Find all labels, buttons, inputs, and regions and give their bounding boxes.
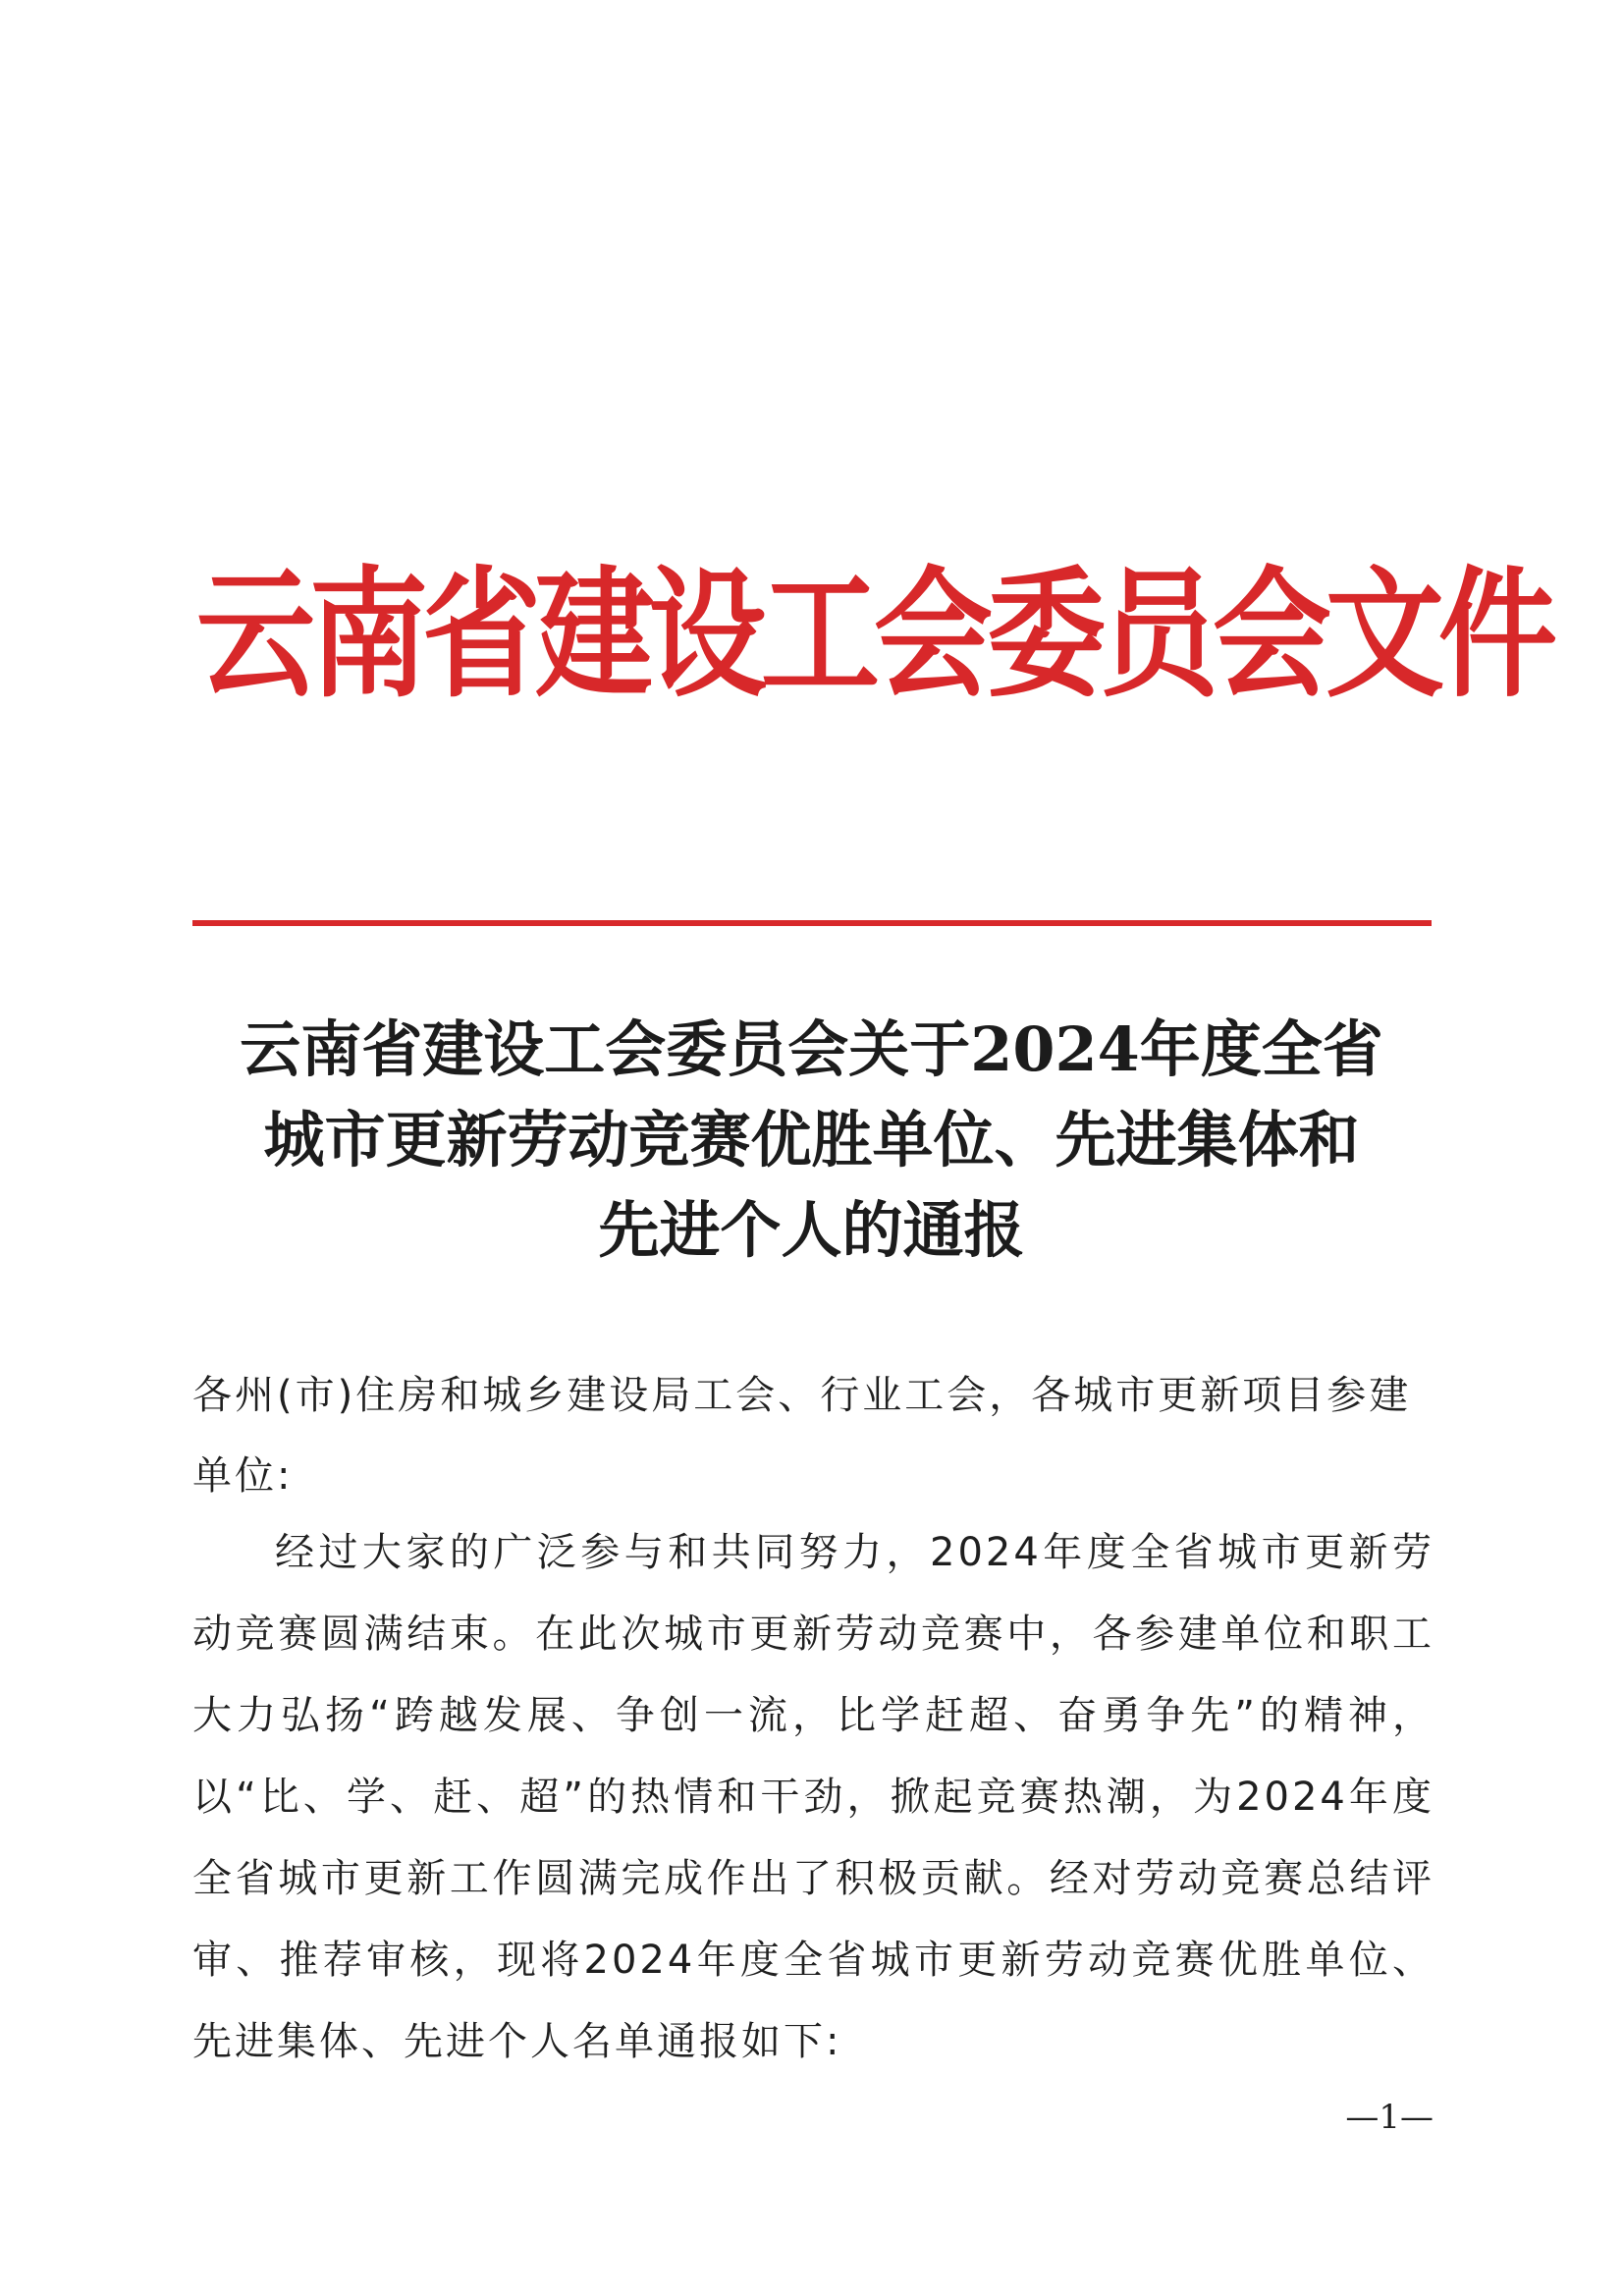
- salutation: 各州(市)住房和城乡建设局工会、行业工会，各城市更新项目参建单位:: [192, 1373, 1412, 1499]
- body-paragraph: 经过大家的广泛参与和共同努力，2024年度全省城市更新劳动竞赛圆满结束。在此次城市更新劳动竞赛中，各参建单位和职工大力弘扬“跨越发展、争创一流，比学赶超、奋勇争先”的精神，以“比、学、赶、超”的热情和干劲，掀起竞赛热潮，为2024年度全省城市更新工作圆满完成作出了积极贡献。经对劳动竞赛总结评审、推荐审核，现将2024年度全省城市更新劳动竞赛优胜单位、先进集体、先进个人名单通报如下:: [192, 1530, 1434, 2064]
- document-title: [236, 1005, 1387, 1276]
- red-divider-line: [192, 920, 1432, 926]
- page-number: —1—: [1345, 2098, 1434, 2137]
- title-line-2: 城市更新劳动竞赛优胜单位、先进集体和: [263, 1104, 1360, 1175]
- title-line-1: 云南省建设工会委员会关于2024年度全省: [240, 1013, 1383, 1085]
- document-masthead: 云南省建设工会委员会文件: [196, 551, 1552, 717]
- title-line-3: 先进个人的通报: [598, 1194, 1025, 1266]
